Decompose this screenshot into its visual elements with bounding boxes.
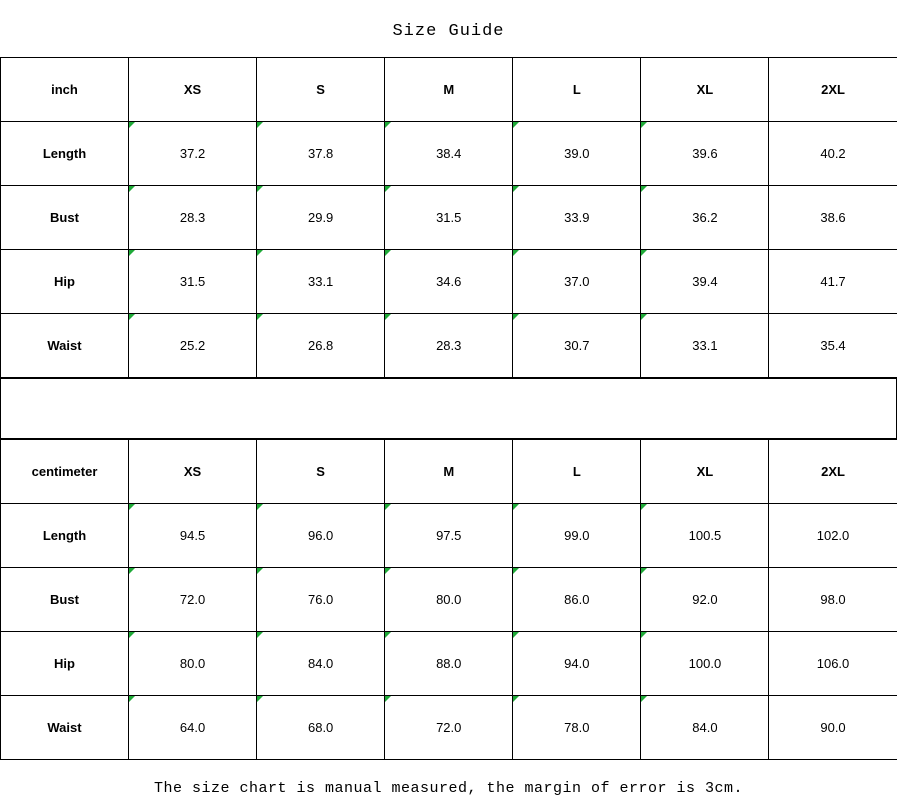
- row-label-length: Length: [1, 504, 129, 568]
- inch-table-wrapper: [0, 57, 897, 378]
- column-header-l: L: [513, 440, 641, 504]
- cell-waist-l: 78.0: [513, 696, 641, 760]
- column-header-xl: XL: [641, 58, 769, 122]
- measurement-disclaimer: The size chart is manual measured, the margin of error is 3cm.: [0, 760, 897, 797]
- cell-bust-xl: 92.0: [641, 568, 769, 632]
- cell-waist-m: 72.0: [385, 696, 513, 760]
- cell-hip-xs: 31.5: [129, 250, 257, 314]
- column-header-xs: XS: [129, 440, 257, 504]
- cell-waist-m: 28.3: [385, 314, 513, 378]
- table-row: [1, 122, 897, 186]
- cell-bust-2xl: 38.6: [769, 186, 897, 250]
- cell-bust-s: 29.9: [257, 186, 385, 250]
- column-header-xl: XL: [641, 440, 769, 504]
- cell-length-xl: 100.5: [641, 504, 769, 568]
- table-row: [1, 568, 897, 632]
- table-row: [1, 186, 897, 250]
- cell-bust-m: 80.0: [385, 568, 513, 632]
- cell-waist-xl: 33.1: [641, 314, 769, 378]
- table-row: [1, 250, 897, 314]
- cell-bust-l: 33.9: [513, 186, 641, 250]
- cell-waist-s: 68.0: [257, 696, 385, 760]
- row-label-length: Length: [1, 122, 129, 186]
- cell-bust-xs: 28.3: [129, 186, 257, 250]
- cell-hip-xs: 80.0: [129, 632, 257, 696]
- cell-bust-xs: 72.0: [129, 568, 257, 632]
- cell-length-m: 97.5: [385, 504, 513, 568]
- table-row: [1, 314, 897, 378]
- row-label-bust: Bust: [1, 568, 129, 632]
- table-header-row: [1, 58, 897, 122]
- cell-waist-xs: 64.0: [129, 696, 257, 760]
- page-title: Size Guide: [0, 0, 897, 57]
- cell-length-l: 99.0: [513, 504, 641, 568]
- column-header-m: M: [385, 440, 513, 504]
- cell-length-s: 96.0: [257, 504, 385, 568]
- cell-hip-m: 34.6: [385, 250, 513, 314]
- cell-hip-xl: 39.4: [641, 250, 769, 314]
- column-header-2xl: 2XL: [769, 58, 897, 122]
- cell-waist-xl: 84.0: [641, 696, 769, 760]
- cell-length-2xl: 40.2: [769, 122, 897, 186]
- cell-hip-s: 84.0: [257, 632, 385, 696]
- table-row: [1, 504, 897, 568]
- unit-label: centimeter: [1, 440, 129, 504]
- cell-waist-2xl: 90.0: [769, 696, 897, 760]
- cell-waist-s: 26.8: [257, 314, 385, 378]
- centimeter-size-table: [0, 439, 897, 760]
- cell-bust-s: 76.0: [257, 568, 385, 632]
- column-header-2xl: 2XL: [769, 440, 897, 504]
- column-header-l: L: [513, 58, 641, 122]
- row-label-hip: Hip: [1, 632, 129, 696]
- cell-waist-xs: 25.2: [129, 314, 257, 378]
- table-row: [1, 632, 897, 696]
- cell-bust-2xl: 98.0: [769, 568, 897, 632]
- unit-label: inch: [1, 58, 129, 122]
- cell-length-l: 39.0: [513, 122, 641, 186]
- row-label-waist: Waist: [1, 314, 129, 378]
- table-separator-band: [0, 378, 897, 439]
- cell-length-2xl: 102.0: [769, 504, 897, 568]
- cell-bust-l: 86.0: [513, 568, 641, 632]
- cell-hip-l: 94.0: [513, 632, 641, 696]
- cell-hip-xl: 100.0: [641, 632, 769, 696]
- cell-length-xs: 37.2: [129, 122, 257, 186]
- column-header-xs: XS: [129, 58, 257, 122]
- centimeter-table-wrapper: [0, 439, 897, 760]
- cell-hip-l: 37.0: [513, 250, 641, 314]
- cell-length-s: 37.8: [257, 122, 385, 186]
- row-label-hip: Hip: [1, 250, 129, 314]
- column-header-s: S: [257, 440, 385, 504]
- cell-bust-xl: 36.2: [641, 186, 769, 250]
- inch-size-table: [0, 57, 897, 378]
- cell-hip-2xl: 106.0: [769, 632, 897, 696]
- table-row: [1, 696, 897, 760]
- row-label-waist: Waist: [1, 696, 129, 760]
- column-header-s: S: [257, 58, 385, 122]
- cell-length-xs: 94.5: [129, 504, 257, 568]
- cell-length-m: 38.4: [385, 122, 513, 186]
- cell-hip-m: 88.0: [385, 632, 513, 696]
- cell-hip-s: 33.1: [257, 250, 385, 314]
- cell-waist-l: 30.7: [513, 314, 641, 378]
- cell-length-xl: 39.6: [641, 122, 769, 186]
- row-label-bust: Bust: [1, 186, 129, 250]
- column-header-m: M: [385, 58, 513, 122]
- cell-hip-2xl: 41.7: [769, 250, 897, 314]
- table-header-row: [1, 440, 897, 504]
- cell-bust-m: 31.5: [385, 186, 513, 250]
- cell-waist-2xl: 35.4: [769, 314, 897, 378]
